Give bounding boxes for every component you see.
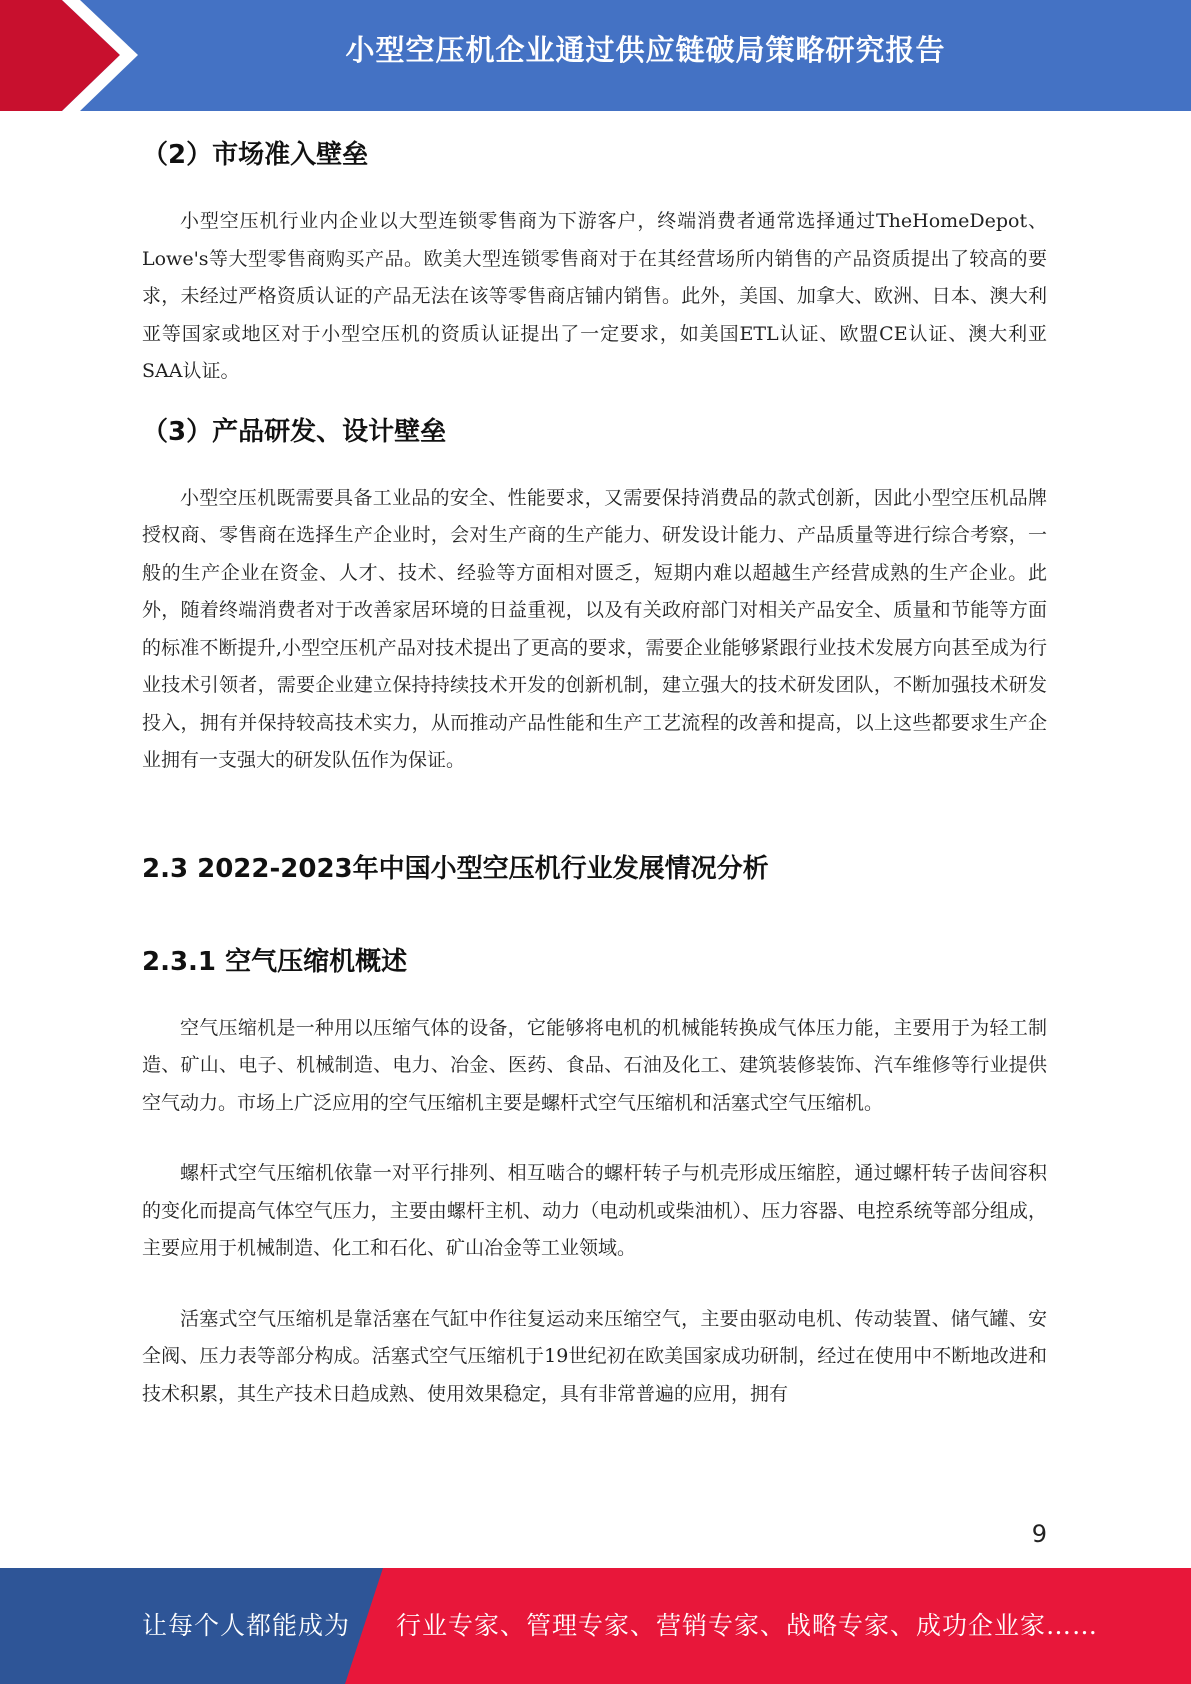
overview-paragraph-1: 空气压缩机是一种用以压缩气体的设备，它能够将电机的机械能转换成气体压力能，主要用于为轻工制造、矿山、电子、机械制造、电力、冶金、医药、食品、石油及化工、建筑装修装饰、汽车维修等行业提供空气动力。市场上广泛应用的空气压缩机主要是螺杆式空气压缩机和活塞式空气压缩机。 (142, 1016, 1047, 1114)
footer-slogan-left: 让每个人都能成为 (142, 1611, 351, 1640)
rd-barrier-paragraph: 小型空压机既需要具备工业品的安全、性能要求，又需要保持消费品的款式创新，因此小型空压机品牌授权商、零售商在选择生产企业时，会对生产商的生产能力、研发设计能力、产品质量等进行综合考察，一般的生产企业在资金、人才、技术、经验等方面相对匮乏，短期内难以超越生产经营成熟的生产企业。此外，随着终端消费者对于改善家居环境的日益重视，以及有关政府部门对相关产品安全、质量和节能等方面的标准不断提升,小型空压机产品对技术提出了更高的要求，需要企业能够紧跟行业技术发展方向甚至成为行业技术引领者，需要企业建立保持持续技术开发的创新机制，建立强大的技术研发团队，不断加强技术研发投入，拥有并保持较高技术实力，从而推动产品性能和生产工艺流程的改善和提高，以上这些都要求生产企业拥有一支强大的研发队伍作为保证。 (142, 486, 1047, 771)
report-title: 小型空压机企业通过供应链破局策略研究报告 (345, 33, 946, 67)
market-barrier-heading: （2）市场准入壁垒 (142, 140, 369, 170)
overview-section-heading: 2.3.1 空气压缩机概述 (142, 946, 408, 977)
document-body (142, 128, 1047, 1413)
rd-barrier-heading: （3）产品研发、设计壁垒 (142, 416, 447, 447)
footer-banner (0, 1568, 1191, 1684)
market-barrier-paragraph: 小型空压机行业内企业以大型连锁零售商为下游客户，终端消费者通常选择通过TheHomeDepot、Lowe's等大型零售商购买产品。欧美大型连锁零售商对于在其经营场所内销售的产品资质提出了较高的要求，未经过严格资质认证的产品无法在该等零售商店铺内销售。此外，美国、加拿大、欧洲、日本、澳大利亚等国家或地区对于小型空压机的资质认证提出了一定要求，如美国ETL认证、欧盟CE认证、澳大利亚SAA认证。 (142, 210, 1047, 382)
footer-slogan-right: 行业专家、管理专家、营销专家、战略专家、成功企业家…… (396, 1611, 1099, 1640)
header-chevron-decoration (0, 0, 160, 111)
header-banner (0, 0, 1191, 111)
page-number: 9 (1031, 1520, 1047, 1548)
overview-paragraph-3: 活塞式空气压缩机是靠活塞在气缸中作往复运动来压缩空气，主要由驱动电机、传动装置、储气罐、安全阀、压力表等部分构成。活塞式空气压缩机于19世纪初在欧美国家成功研制，经过在使用中不断地改进和技术积累，其生产技术日趋成熟、使用效果稳定，具有非常普遍的应用，拥有 (142, 1307, 1047, 1405)
industry-section-heading: 2.3 2022-2023年中国小型空压机行业发展情况分析 (142, 853, 769, 884)
overview-paragraph-2: 螺杆式空气压缩机依靠一对平行排列、相互啮合的螺杆转子与机壳形成压缩腔，通过螺杆转子齿间容积的变化而提高气体空气压力，主要由螺杆主机、动力（电动机或柴油机）、压力容器、电控系统等部分组成，主要应用于机械制造、化工和石化、矿山冶金等工业领域。 (142, 1162, 1047, 1259)
